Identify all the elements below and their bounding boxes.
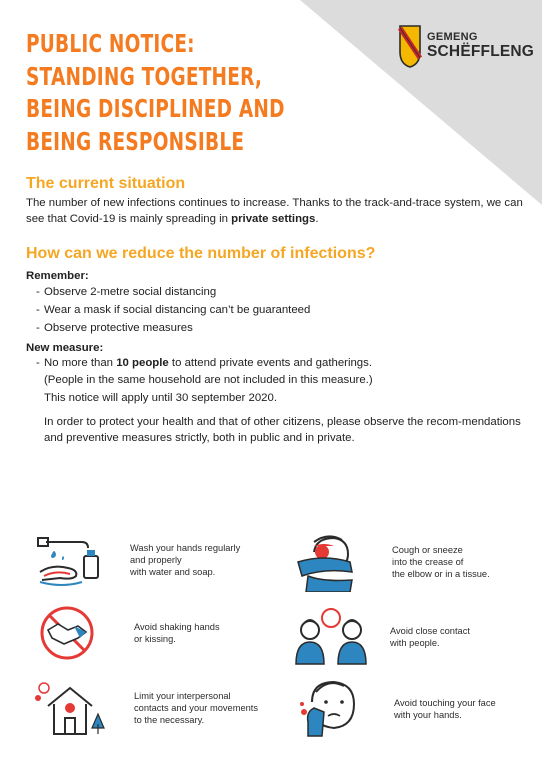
tip-item — [38, 604, 220, 662]
situation-text-end: . — [315, 212, 319, 225]
measure-note: (People in the same household are not included in this measure.) — [44, 373, 373, 386]
tip-text: Avoid close contact with people. — [390, 625, 470, 648]
coat-of-arms-icon — [398, 24, 422, 68]
cough-into-elbow-icon — [294, 532, 374, 592]
no-face-touching-icon — [298, 678, 370, 740]
notice-validity: This notice will apply until 30 september 2020. — [44, 391, 278, 404]
municipality-logo — [398, 24, 534, 68]
situation-text-bold: private settings — [231, 212, 316, 225]
tip-text: Avoid touching your face with your hands. — [394, 697, 496, 720]
logo-line-2: SCHËFFLENG — [427, 42, 535, 60]
tip-item — [292, 608, 470, 666]
remember-list — [26, 283, 524, 337]
measure-text-bold: 10 people — [116, 356, 169, 369]
new-measure-list — [26, 355, 524, 389]
stay-home-icon — [32, 678, 110, 738]
title-line: STANDING TOGETHER, — [26, 61, 263, 91]
tip-item — [32, 678, 258, 738]
situation-heading: The current situation — [26, 175, 186, 192]
tip-text: Cough or sneeze into the crease of the elbow or in a tissue. — [392, 544, 490, 580]
closing-text: In order to protect your health and that of other citizens, please observe the recom-mendations and preventive measures strictly, both in public and in private. — [44, 415, 521, 445]
new-measure-label: New measure: — [26, 341, 104, 354]
list-item — [36, 355, 524, 389]
tip-item — [298, 678, 496, 740]
hand-washing-icon — [32, 532, 112, 588]
social-distancing-icon — [292, 608, 374, 666]
title-line: PUBLIC NOTICE: — [26, 29, 195, 58]
tip-text: Limit your interpersonal contacts and your movements to the necessary. — [134, 690, 259, 726]
logo-line-1: GEMENG — [427, 31, 478, 44]
list-item: - Wear a mask if social distancing can’t be guaranteed — [36, 301, 524, 319]
list-item: - Observe protective measures — [36, 319, 524, 337]
tip-item — [32, 532, 240, 588]
measure-text-end: to attend private events and gatherings. — [168, 356, 373, 369]
measure-text-start: No more than — [44, 356, 117, 369]
page-title — [26, 28, 366, 158]
title-line: BEING DISCIPLINED AND — [26, 94, 285, 123]
tip-item — [294, 532, 490, 592]
remember-label: Remember: — [26, 269, 89, 282]
situation-text-start: The number of new infections continues to increase. Thanks to the track-and-trace system, we can see that Covid-19 is mainly spreading in — [26, 197, 523, 225]
tip-text: Avoid shaking hands or kissing. — [134, 621, 220, 644]
tip-text: Wash your hands regularly and properly with water and soap. — [130, 542, 241, 578]
reduce-heading: How can we reduce the number of infections? — [26, 244, 376, 262]
situation-text — [26, 196, 524, 228]
tips-grid — [32, 532, 532, 752]
no-handshake-icon — [38, 604, 96, 662]
notice-body — [26, 175, 524, 447]
list-item: - Observe 2-metre social distancing — [36, 283, 524, 301]
title-line: BEING RESPONSIBLE — [26, 126, 245, 156]
